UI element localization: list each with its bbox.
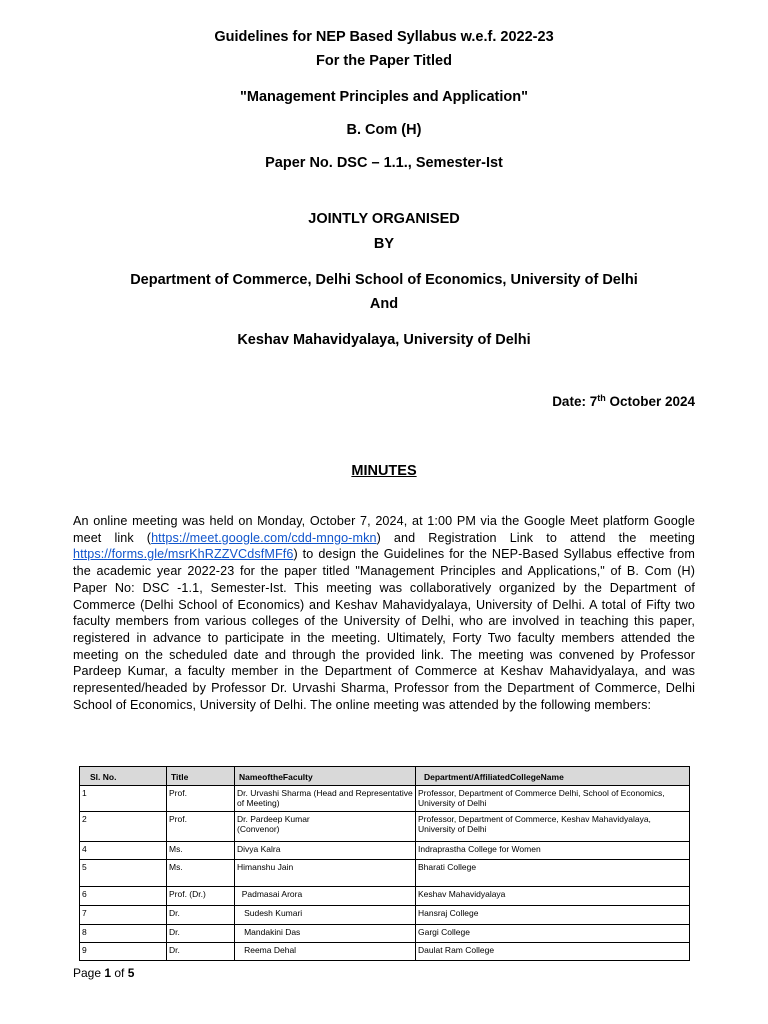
cell-title: Dr. [167, 943, 235, 961]
google-meet-link[interactable]: https://meet.google.com/cdd-mngo-mkn [151, 530, 377, 545]
date-prefix: Date: 7 [552, 394, 598, 409]
cell-dept: Professor, Department of Commerce Delhi, School of Economics, University of Delhi [416, 786, 690, 812]
table-row [80, 906, 690, 925]
cell-name: Reema Dehal [235, 943, 416, 961]
cell-sl: 1 [80, 786, 167, 812]
cell-name: Sudesh Kumari [235, 906, 416, 925]
page-number-footer [73, 966, 134, 980]
registration-link[interactable]: https://forms.gle/msrKhRZZVCdsfMFf6 [73, 547, 294, 562]
cell-title: Dr. [167, 925, 235, 943]
header-department: Department/AffiliatedCollegeName [416, 767, 690, 786]
cell-sl: 2 [80, 812, 167, 842]
minutes-paragraph [73, 513, 695, 713]
title-line-by: BY [373, 236, 395, 252]
cell-dept: Gargi College [416, 925, 690, 943]
table-row [80, 786, 690, 812]
faculty-table [79, 766, 690, 961]
table-header-row [80, 767, 690, 786]
title-line-paper-name: "Management Principles and Application" [240, 89, 528, 105]
cell-dept: Keshav Mahavidyalaya [416, 887, 690, 906]
table-row [80, 925, 690, 943]
cell-name: Dr. Urvashi Sharma (Head and Representative of Meeting) [235, 786, 416, 812]
cell-title: Prof. [167, 812, 235, 842]
table-row [80, 842, 690, 860]
cell-sl: 5 [80, 860, 167, 887]
title-line-paper-number: Paper No. DSC – 1.1., Semester-Ist [265, 155, 503, 171]
cell-name: Himanshu Jain [235, 860, 416, 887]
cell-sl: 6 [80, 887, 167, 906]
title-line-course: B. Com (H) [346, 122, 422, 138]
date-rest: October 2024 [605, 394, 695, 409]
footer-of-word: of [111, 966, 128, 980]
cell-title: Prof. (Dr.) [167, 887, 235, 906]
title-line-paper-titled: For the Paper Titled [316, 53, 452, 69]
cell-sl: 4 [80, 842, 167, 860]
footer-page-word: Page [73, 966, 105, 980]
paragraph-text-1: An online meeting was held on Monday, October 7, 2024, at 1:00 PM via the Google Meet platform Google meet link ( [73, 514, 695, 545]
cell-sl: 9 [80, 943, 167, 961]
organiser-dse: Department of Commerce, Delhi School of Economics, University of Delhi [130, 272, 638, 288]
cell-name: Mandakini Das [235, 925, 416, 943]
title-line-jointly-organised: JOINTLY ORGANISED [308, 211, 460, 227]
table-row [80, 943, 690, 961]
cell-dept: Indraprastha College for Women [416, 842, 690, 860]
table-row [80, 860, 690, 887]
minutes-heading: MINUTES [351, 463, 417, 479]
cell-title: Ms. [167, 860, 235, 887]
cell-dept: Daulat Ram College [416, 943, 690, 961]
cell-title: Ms. [167, 842, 235, 860]
cell-sl: 7 [80, 906, 167, 925]
cell-dept: Bharati College [416, 860, 690, 887]
title-line-guidelines: Guidelines for NEP Based Syllabus w.e.f. 2022-23 [214, 29, 554, 45]
cell-title: Dr. [167, 906, 235, 925]
cell-dept: Hansraj College [416, 906, 690, 925]
header-title: Title [167, 767, 235, 786]
cell-title: Prof. [167, 786, 235, 812]
header-faculty-name: NameoftheFaculty [235, 767, 416, 786]
header-sl-no: Sl. No. [80, 767, 167, 786]
title-line-and: And [369, 296, 399, 312]
cell-sl: 8 [80, 925, 167, 943]
table-row [80, 812, 690, 842]
footer-page-total: 5 [127, 966, 135, 980]
paragraph-text-3: ) to design the Guidelines for the NEP-Based Syllabus effective from the academic year 2022-23 for the paper titled "Management Principles and Applications," of B. Com (H) Paper No: DSC -1.1, Semester-Ist. This meeting was collaboratively organized by the Department of Commerce (Delhi School of Economics) and Keshav Mahavidyalaya, University of Delhi. A total of Fifty two faculty members from various colleges of the University of Delhi, who are involved in teaching this paper, registered in advance to participate in the meeting. Ultimately, Forty Two faculty members attended the meeting on the scheduled date and through the provided link. The meeting was convened by Professor Pardeep Kumar, a faculty member in the Department of Commerce at Keshav Mahavidyalaya, and was represented/headed by Professor Dr. Urvashi Sharma, Professor from the Department of Commerce, Delhi School of Economics, University of Delhi. The online meeting was attended by the following members: [73, 547, 695, 712]
cell-dept: Professor, Department of Commerce, Keshav Mahavidyalaya, University of Delhi [416, 812, 690, 842]
date-ordinal: th [597, 393, 606, 403]
footer-page-current: 1 [104, 966, 112, 980]
table-row [80, 887, 690, 906]
meeting-date [552, 394, 695, 409]
cell-name: Divya Kalra [235, 842, 416, 860]
cell-name: Padmasai Arora [235, 887, 416, 906]
organiser-keshav: Keshav Mahavidyalaya, University of Delhi [237, 332, 531, 348]
cell-name: Dr. Pardeep Kumar (Convenor) [235, 812, 416, 842]
paragraph-text-2: ) and Registration Link to attend the meeting [376, 530, 695, 545]
